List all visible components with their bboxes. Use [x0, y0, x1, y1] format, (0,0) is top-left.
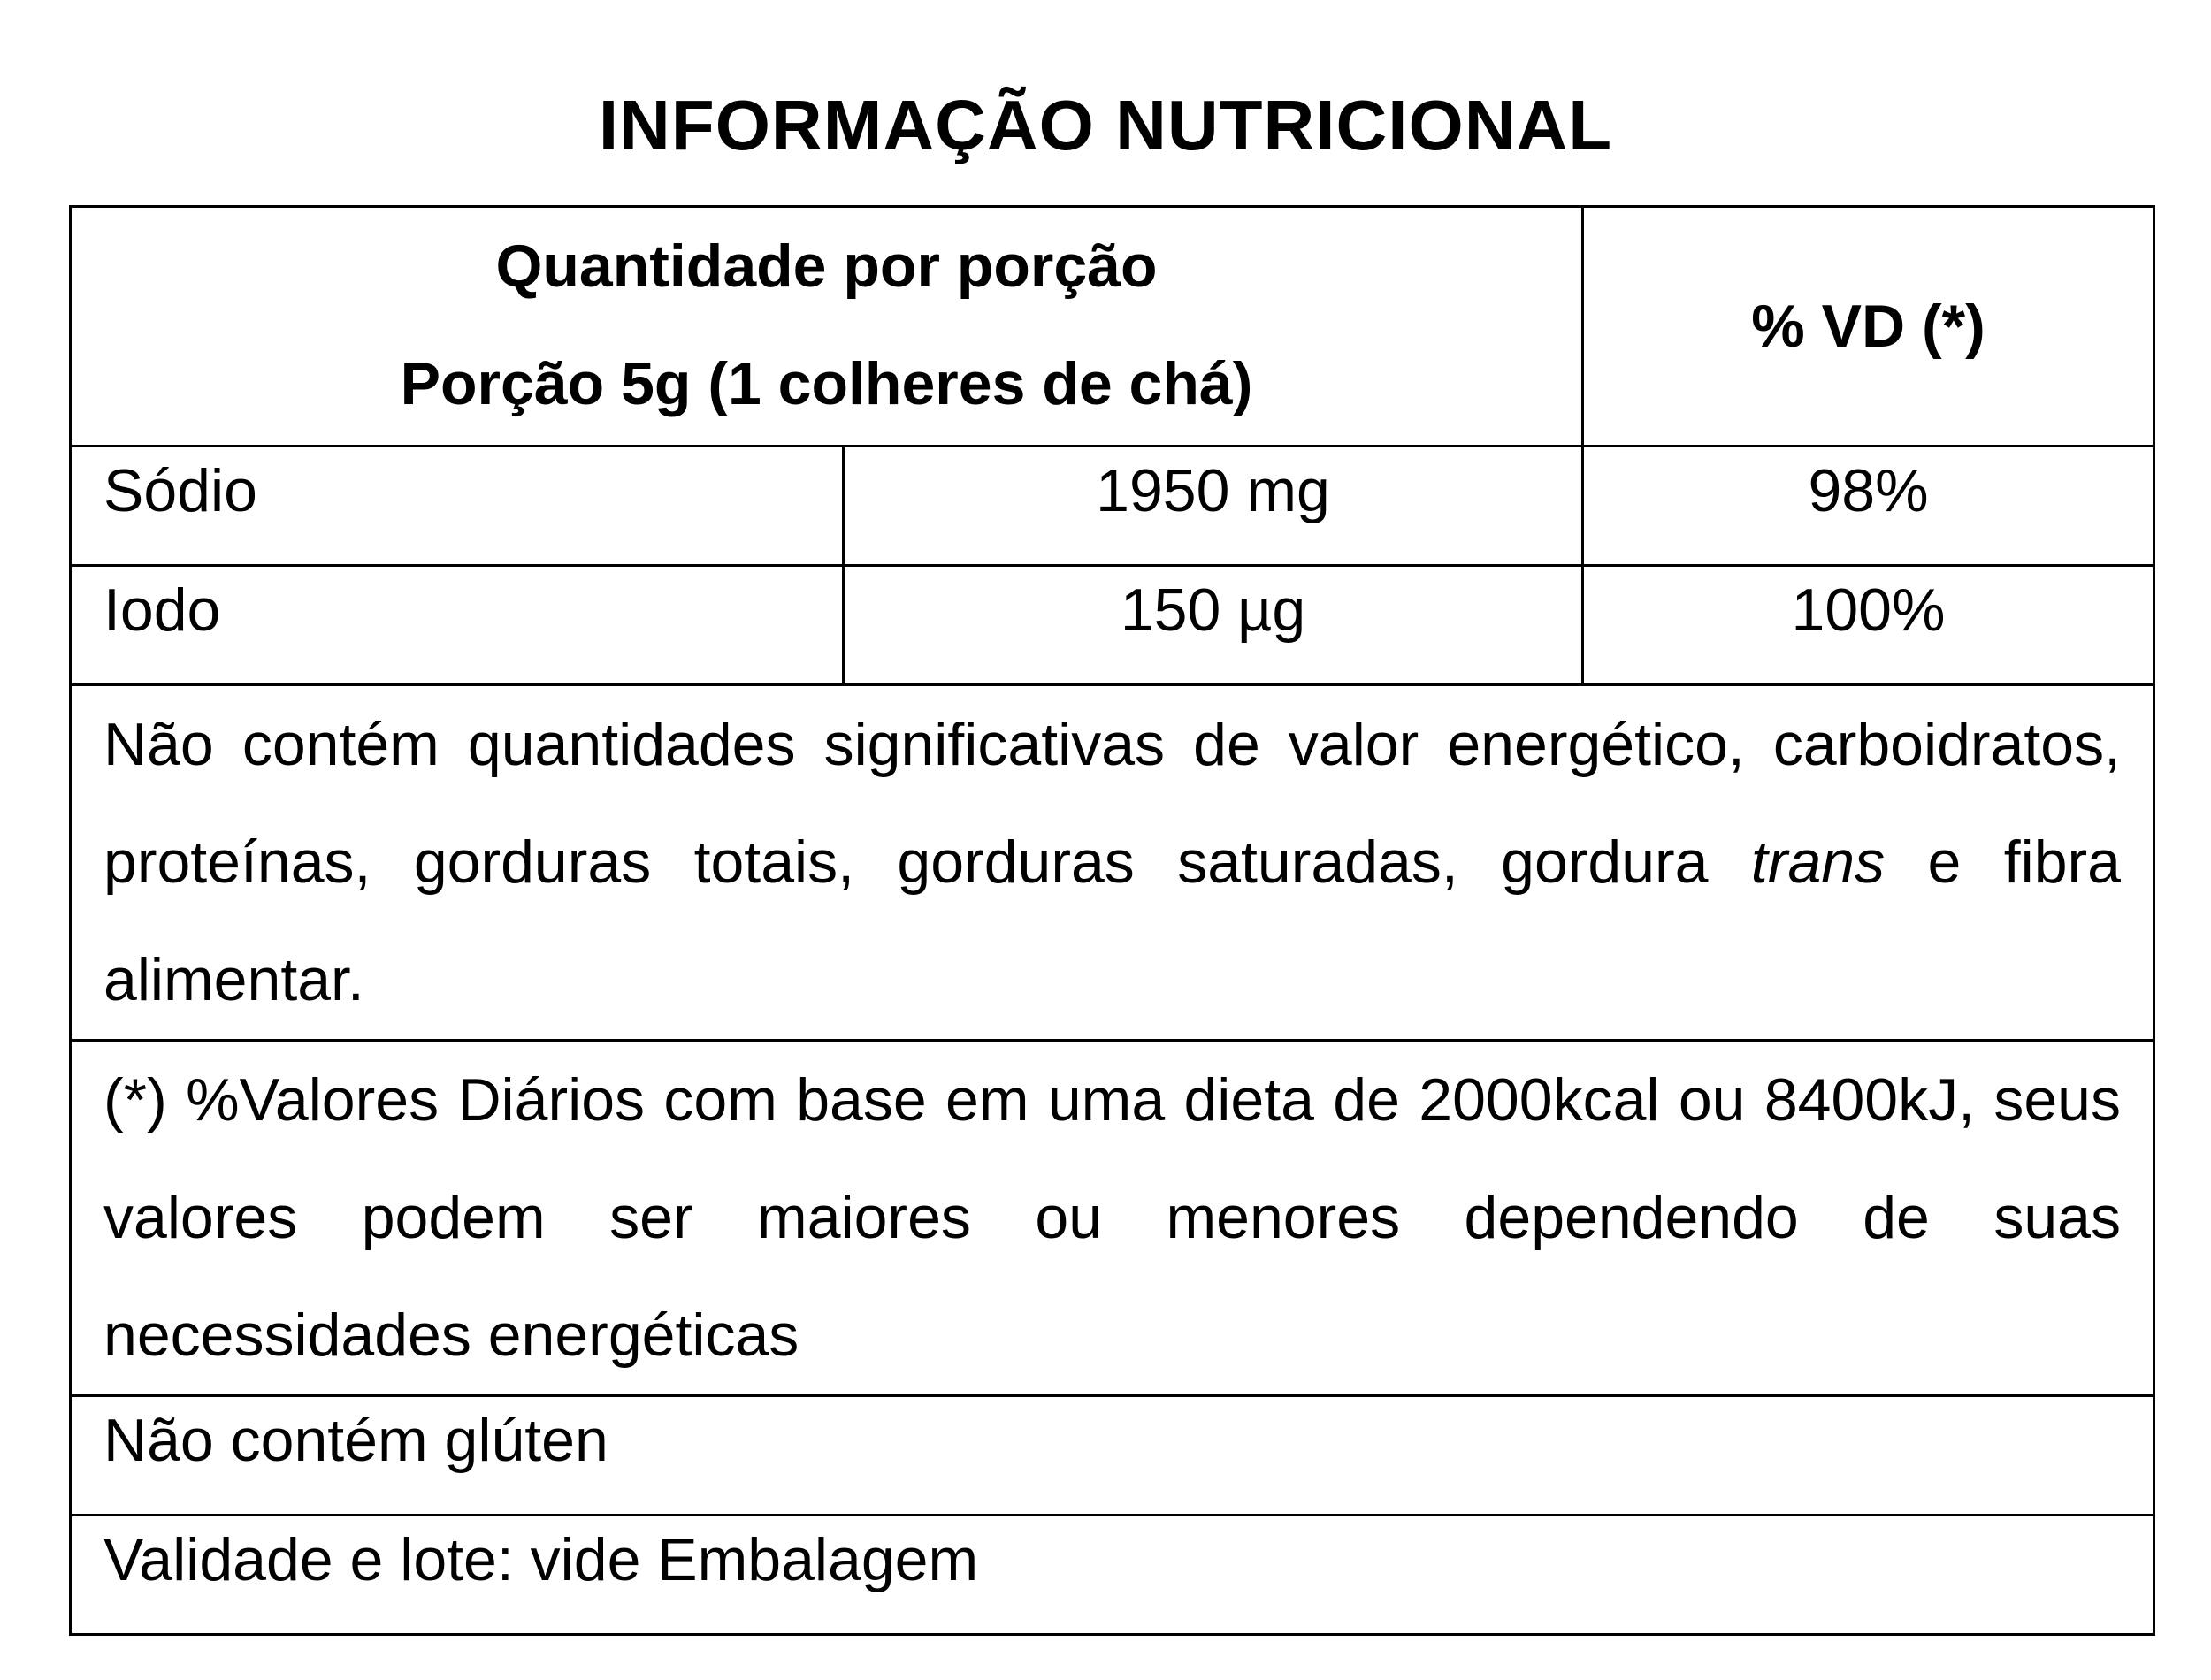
not-significant-text-end: e fibra alimentar.: [103, 829, 2121, 1013]
serving-header-cell: [71, 207, 1583, 447]
page-title: INFORMAÇÃO NUTRICIONAL: [598, 86, 1613, 164]
validity-statement: Validade e lote: vide Embalagem: [71, 1516, 2154, 1635]
validity-row: [71, 1516, 2154, 1635]
gluten-statement: Não contém glúten: [71, 1396, 2154, 1516]
daily-value-header: % VD (*): [1583, 207, 2154, 447]
table-row: [71, 566, 2154, 685]
table-row: [71, 447, 2154, 566]
daily-value-footnote: (*) %Valores Diários com base em uma dieta de 2000kcal ou 8400kJ, seus valores podem ser maiores ou menores dependendo de suas necessidades energéticas: [71, 1041, 2154, 1396]
nutrient-name: Iodo: [71, 566, 844, 685]
portion-size-label: Porção 5g (1 colheres de chá): [400, 350, 1253, 417]
trans-italic-text: trans: [1750, 829, 1886, 896]
nutrition-facts-table: [69, 205, 2155, 1636]
quantity-per-serving-label: Quantidade por porção: [495, 233, 1158, 300]
not-significant-note: [71, 685, 2154, 1041]
footnote-row: [71, 1041, 2154, 1396]
nutrient-amount: 1950 mg: [844, 447, 1583, 566]
nutrient-name: Sódio: [71, 447, 844, 566]
table-header-row: [71, 207, 2154, 447]
nutrient-amount: 150 µg: [844, 566, 1583, 685]
not-significant-row: [71, 685, 2154, 1041]
nutrient-daily-value: 100%: [1583, 566, 2154, 685]
gluten-row: [71, 1396, 2154, 1516]
not-significant-text: Não contém quantidades significativas de valor energético, carboidratos, proteínas, gorduras totais, gorduras saturadas, gordura: [103, 711, 2121, 896]
nutrient-daily-value: 98%: [1583, 447, 2154, 566]
